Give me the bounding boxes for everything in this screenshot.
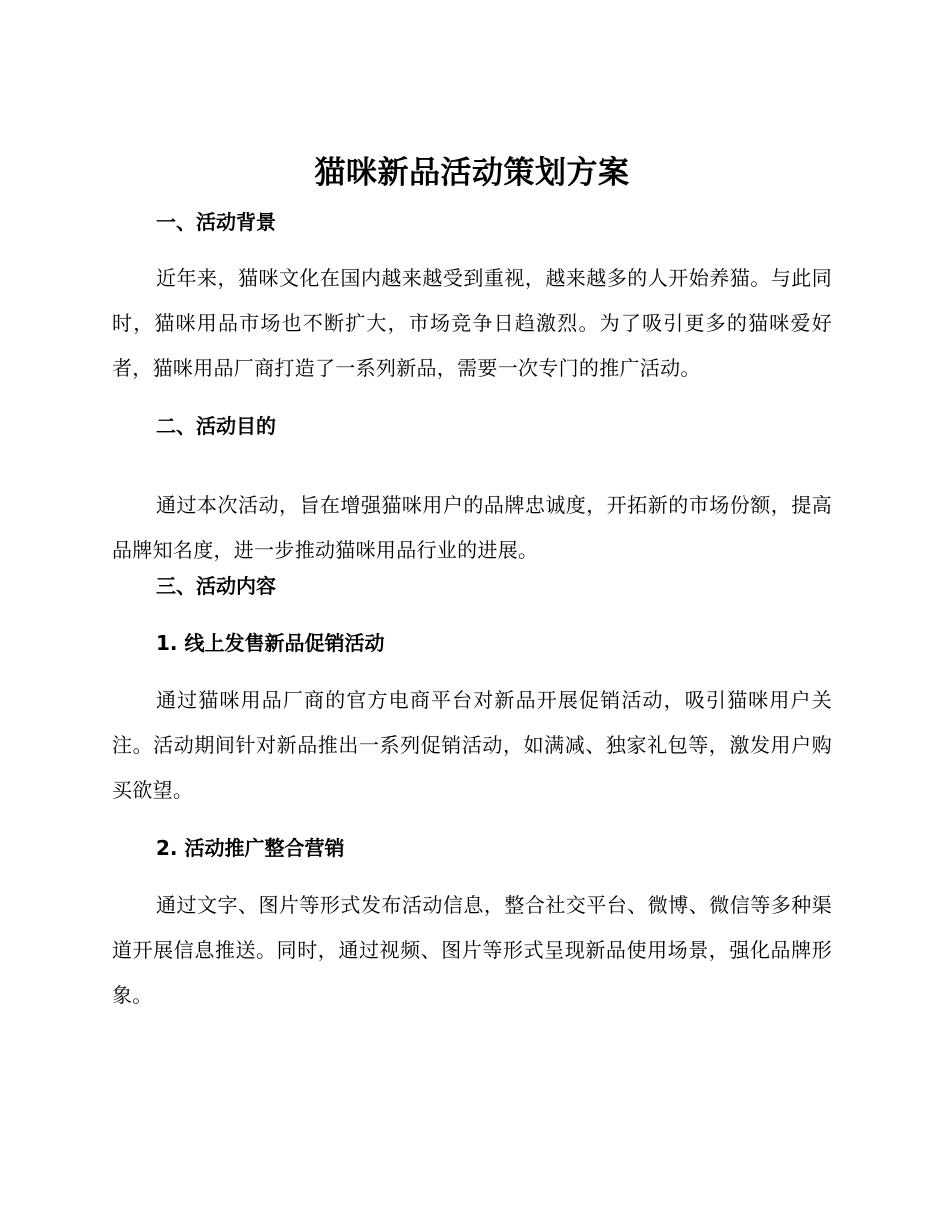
section-paragraph-purpose: 通过本次活动，旨在增强猫咪用户的品牌忠诚度，开拓新的市场份额，提高品牌知名度，进一步推动猫咪用品行业的进展。 (112, 493, 832, 562)
section-heading-purpose: 二、活动目的 (156, 414, 276, 438)
section-heading-background: 一、活动背景 (156, 210, 276, 234)
document-title: 猫咪新品活动策划方案 (314, 155, 630, 191)
subsection-heading-online-sale: 1. 线上发售新品促销活动 (156, 631, 385, 655)
subsection-heading-integrated-marketing: 2. 活动推广整合营销 (156, 836, 345, 860)
section-heading-content: 三、活动内容 (156, 574, 276, 598)
section-paragraph-background: 近年来，猫咪文化在国内越来越受到重视，越来越多的人开始养猫。与此同时，猫咪用品市场也不断扩大，市场竞争日趋激烈。为了吸引更多的猫咪爱好者，猫咪用品厂商打造了一系列新品，需要一次专门的推广活动。 (112, 266, 832, 380)
subsection-paragraph-integrated-marketing: 通过文字、图片等形式发布活动信息，整合社交平台、微博、微信等多种渠道开展信息推送。同时，通过视频、图片等形式呈现新品使用场景，强化品牌形象。 (112, 893, 832, 1007)
subsection-paragraph-online-sale: 通过猫咪用品厂商的官方电商平台对新品开展促销活动，吸引猫咪用户关注。活动期间针对新品推出一系列促销活动，如满减、独家礼包等，激发用户购买欲望。 (112, 688, 832, 802)
